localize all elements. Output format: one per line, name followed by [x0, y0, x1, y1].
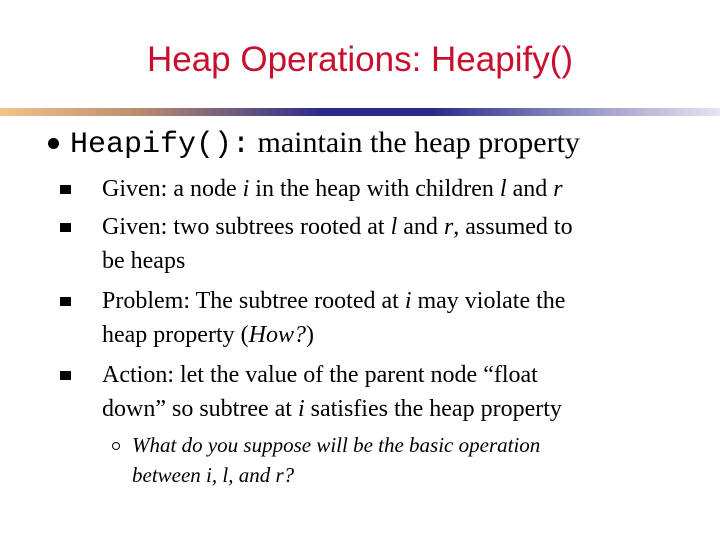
text: and [506, 176, 554, 202]
var-r: r [443, 214, 454, 240]
text: down” so subtree at [102, 396, 298, 422]
var-r: r [553, 176, 563, 202]
text: be heaps [102, 248, 186, 274]
square-bullet-icon [60, 297, 71, 306]
circle-bullet-icon [112, 442, 120, 450]
text: Action: let the value of the parent node “float [102, 362, 538, 388]
text: satisfies the heap property [304, 396, 562, 422]
text: heap property ( [102, 322, 249, 348]
var-i: i [297, 396, 305, 422]
text: and [397, 214, 444, 240]
round-bullet-icon [48, 138, 59, 149]
square-bullet-icon [60, 185, 71, 194]
square-bullet-icon [60, 371, 71, 380]
text: Given: two subtrees rooted at [102, 214, 391, 240]
question-text: What do you suppose will be the basic operation [132, 433, 541, 457]
title-divider [0, 108, 720, 116]
var-i: i [404, 288, 412, 314]
var-i: i [242, 176, 250, 202]
how-question: How? [248, 322, 306, 348]
text: in the heap with children [249, 176, 500, 202]
question-text: between i, l, and r? [132, 463, 295, 487]
text: , assumed to [453, 214, 573, 240]
main-bullet-text [70, 124, 580, 164]
var-l: l [499, 176, 507, 202]
text: ) [305, 322, 314, 348]
text: Problem: The subtree rooted at [102, 288, 405, 314]
text: may violate the [411, 288, 566, 314]
code-heapify: Heapify(): [70, 128, 251, 162]
var-l: l [390, 214, 398, 240]
square-bullet-icon [60, 223, 71, 232]
slide-title: Heap Operations: Heapify() [146, 40, 574, 79]
main-bullet-label: maintain the heap property [250, 126, 580, 159]
text: Given: a node [102, 176, 243, 202]
